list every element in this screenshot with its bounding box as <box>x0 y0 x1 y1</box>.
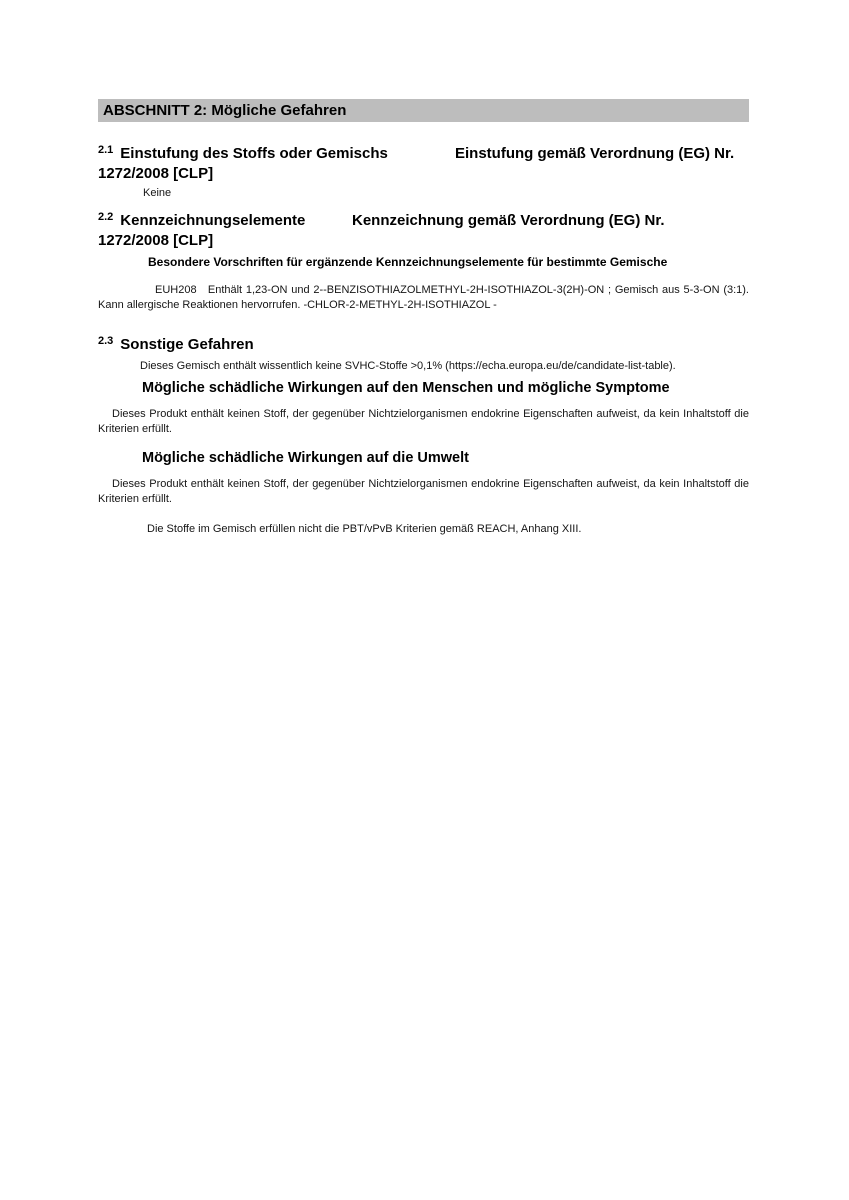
human-effects-paragraph: Dieses Produkt enthält keinen Stoff, der gegenüber Nichtzielorganismen endokrine Eigenschaften aufweist, da kein Inhaltstoff die Kriterien erfüllt. <box>98 408 749 435</box>
environment-effects-subheading: Mögliche schädliche Wirkungen auf die Umwelt <box>142 450 469 466</box>
classification-value: Keine <box>143 187 172 199</box>
human-effects-subheading: Mögliche schädliche Wirkungen auf den Menschen und mögliche Symptome <box>142 380 670 396</box>
section-2-2-left <box>98 207 352 231</box>
section-2-2-number: 2.2 <box>98 211 114 223</box>
section-2-1-title-line2: 1272/2008 [CLP] <box>98 165 214 182</box>
section-2-3-number: 2.3 <box>98 335 114 347</box>
section-2-1-left <box>98 140 455 164</box>
environment-effects-paragraph: Dieses Produkt enthält keinen Stoff, der gegenüber Nichtzielorganismen endokrine Eigenschaften aufweist, da kein Inhaltstoff die Kriterien erfüllt. <box>98 478 749 505</box>
section-2-2-title: Kennzeichnungselemente <box>120 212 306 229</box>
euh208-paragraph: EUH208 Enthält 1,23-ON und 2--BENZISOTHIAZOLMETHYL-2H-ISOTHIAZOL-3(2H)-ON ; Gemisch aus 5-3-ON (3:1). Kann allergische Reaktionen hervorrufen. -CHLOR-2-METHYL-2H-ISOTHIAZOL - <box>98 284 749 311</box>
section-header-bar <box>98 99 749 122</box>
section-header-title: ABSCHNITT 2: Mögliche Gefahren <box>103 102 347 119</box>
section-2-3-title: Sonstige Gefahren <box>120 336 254 353</box>
special-provisions-subheading: Besondere Vorschriften für ergänzende Kennzeichnungselemente für bestimmte Gemische <box>148 255 668 269</box>
section-2-2-title-line2: 1272/2008 [CLP] <box>98 232 214 249</box>
page-content <box>98 0 749 536</box>
section-2-1-number: 2.1 <box>98 144 114 156</box>
section-2-3-heading <box>98 331 749 355</box>
section-2-3-left <box>98 331 254 355</box>
section-2-1-title: Einstufung des Stoffs oder Gemischs <box>120 145 388 162</box>
section-2-2-heading <box>98 207 749 251</box>
section-2-1-right-title: Einstufung gemäß Verordnung (EG) Nr. <box>455 145 735 162</box>
svhc-note: Dieses Gemisch enthält wissentlich keine SVHC-Stoffe >0,1% (https://echa.europa.eu/de/candidate-list-table). <box>140 360 676 372</box>
pbt-vpvb-note: Die Stoffe im Gemisch erfüllen nicht die PBT/vPvB Kriterien gemäß REACH, Anhang XIII. <box>147 523 582 535</box>
section-2-1-heading <box>98 140 749 184</box>
section-2-2-right-title: Kennzeichnung gemäß Verordnung (EG) Nr. <box>352 212 665 229</box>
